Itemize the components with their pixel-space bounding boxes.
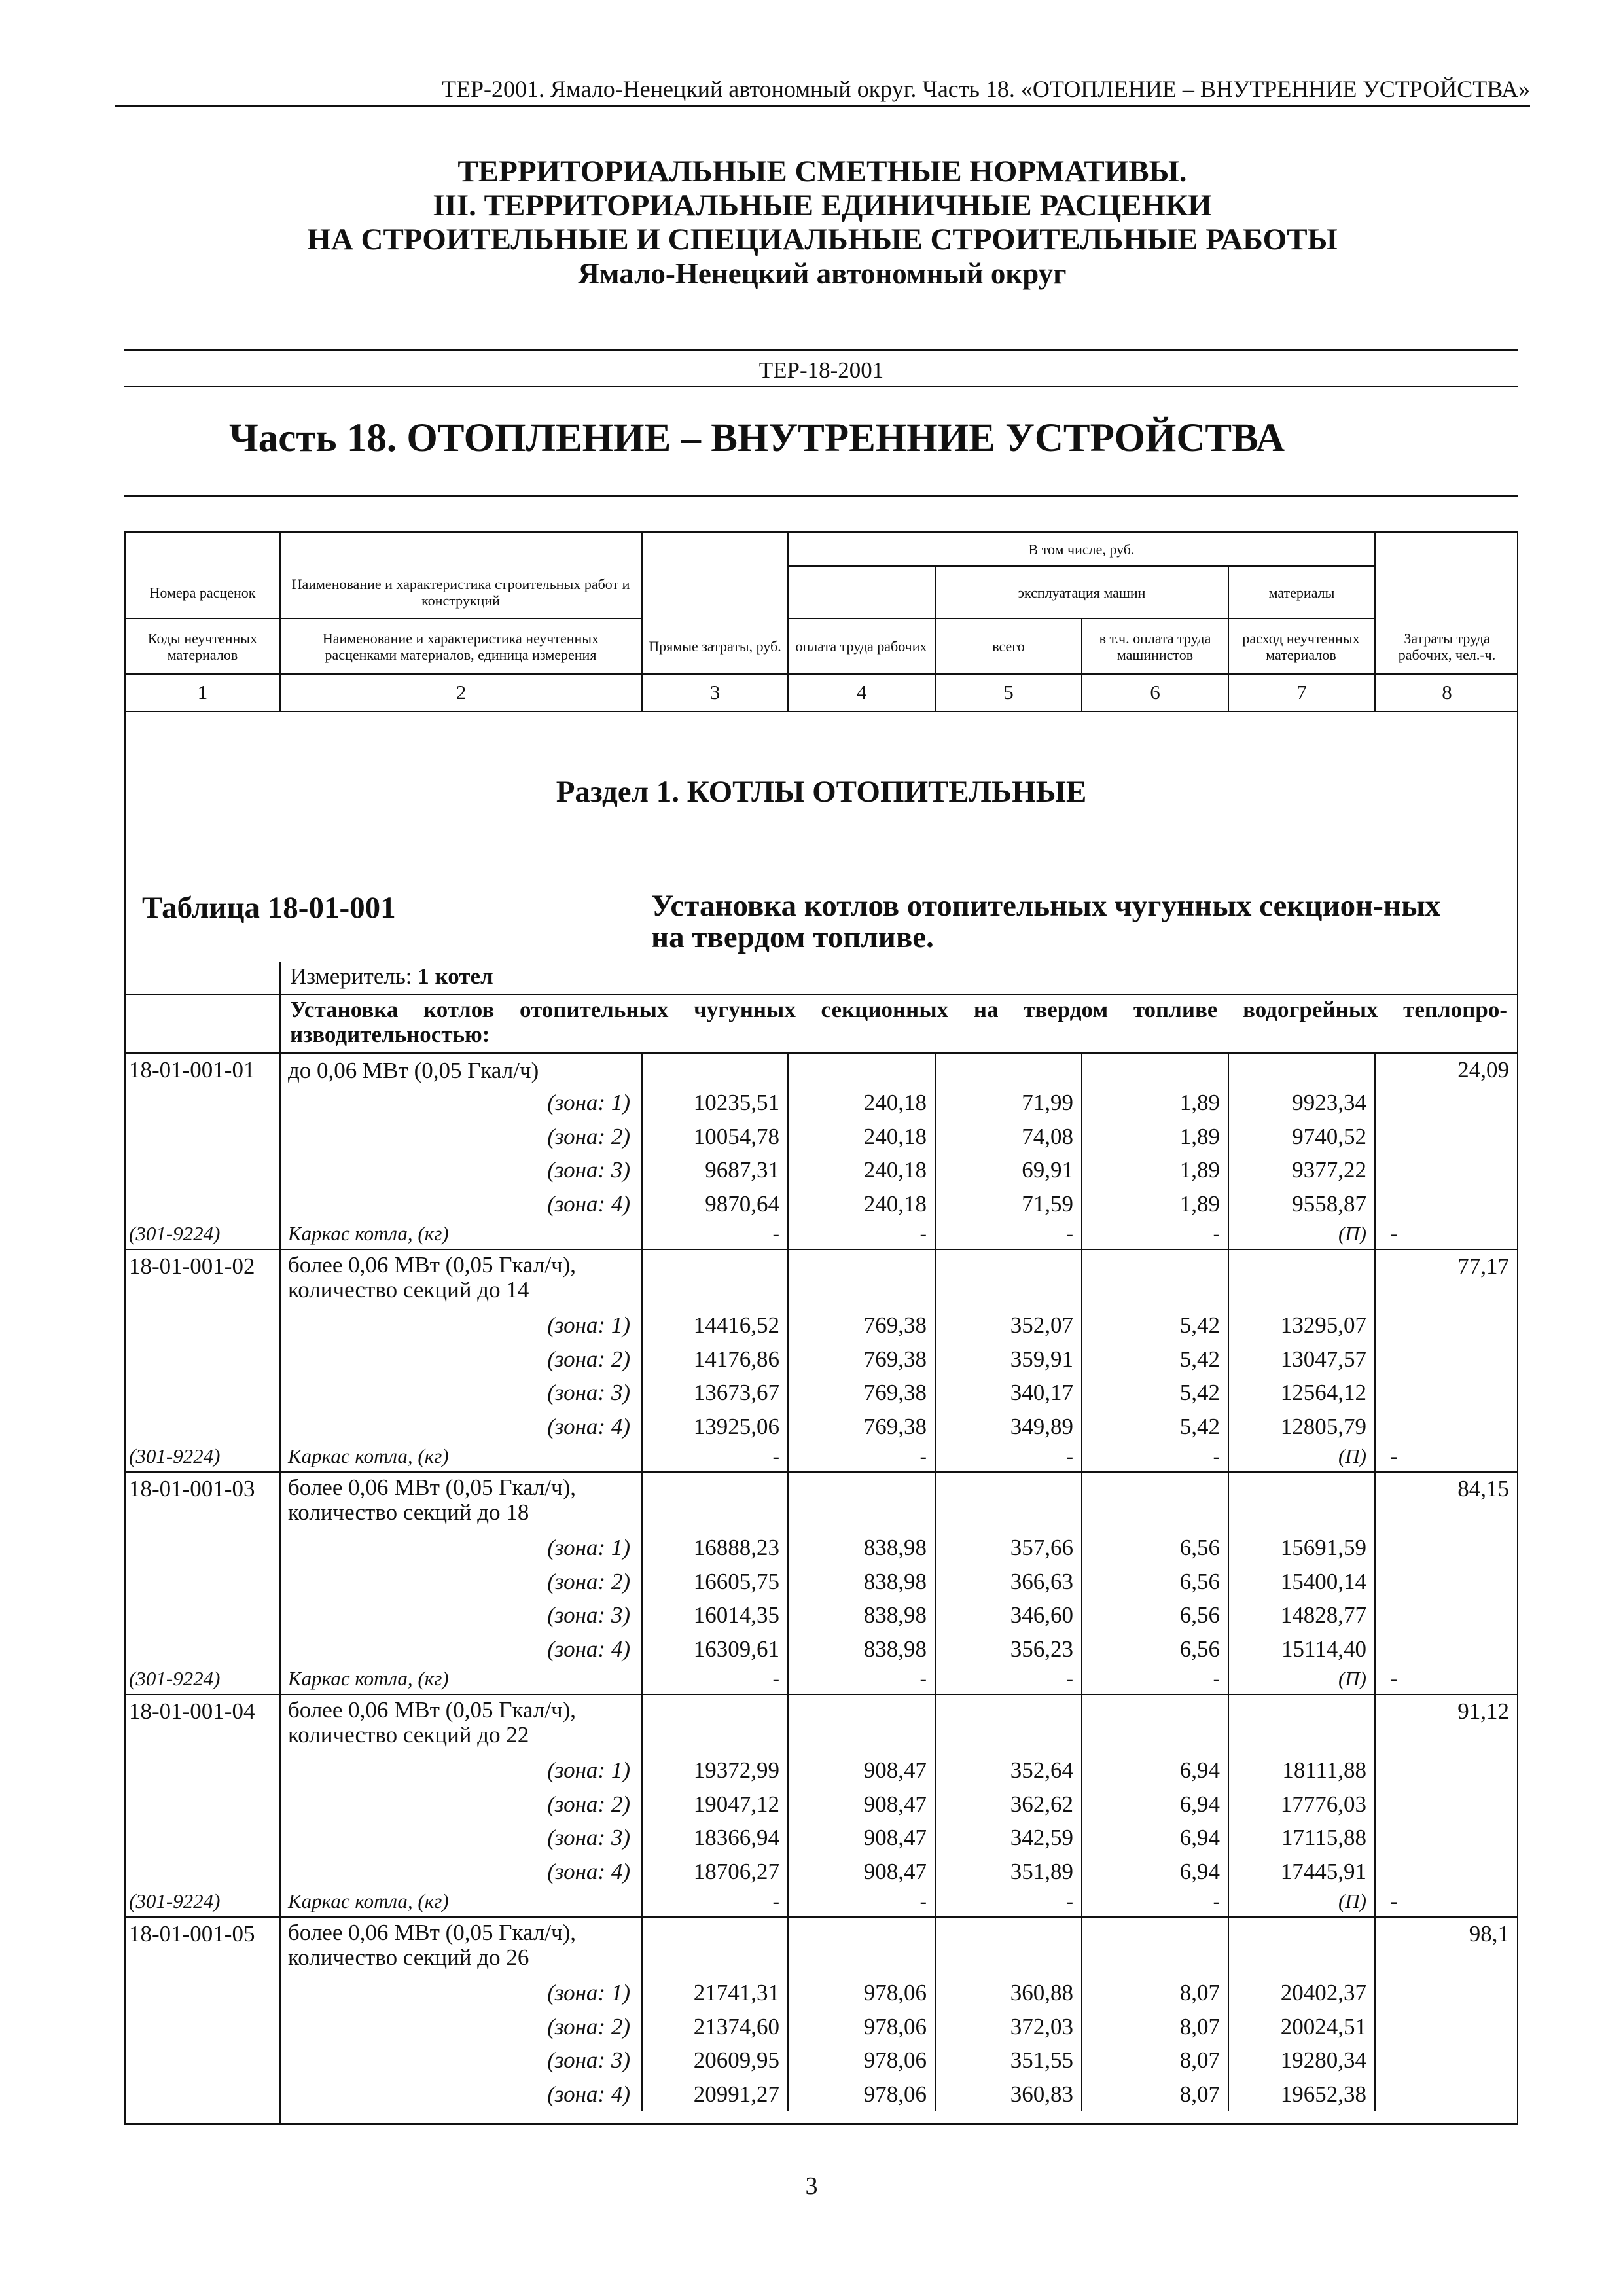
document-title [115, 154, 1530, 291]
row-vline [1374, 1916, 1376, 2111]
direct-cost: 21741,31 [693, 1980, 779, 2005]
row-vline [1228, 1694, 1229, 1916]
materials-cost: 9923,34 [1292, 1090, 1366, 1115]
row-vline [1228, 1916, 1229, 2111]
operators-cost: 1,89 [1179, 1123, 1220, 1149]
materials-cost: 15400,14 [1280, 1568, 1366, 1594]
title-line-1: ТЕРРИТОРИАЛЬНЫЕ СМЕТНЫЕ НОРМАТИВЫ. [457, 154, 1187, 188]
header-col2-top: Наименование и характеристика строительных работ и конструкций [291, 576, 630, 609]
wages-cost: 240,18 [863, 1157, 927, 1183]
material-machines: - [1066, 1222, 1073, 1245]
material-machines: - [1066, 1667, 1073, 1690]
operators-cost: 6,94 [1179, 1825, 1220, 1850]
wages-cost: 978,06 [863, 2081, 927, 2107]
title-line-3: НА СТРОИТЕЛЬНЫЕ И СПЕЦИАЛЬНЫЕ СТРОИТЕЛЬНЫЕ РАБОТЫ [307, 223, 1338, 257]
row-vline [641, 1694, 643, 1916]
zone-label: (зона: 1) [547, 1980, 630, 2005]
row-vline [1081, 1916, 1082, 2111]
operators-cost: 8,07 [1179, 2047, 1220, 2073]
direct-cost: 14176,86 [693, 1346, 779, 1372]
material-name: Каркас котла, (кг) [288, 1222, 449, 1245]
direct-cost: 16888,23 [693, 1535, 779, 1560]
machines-cost: 356,23 [1010, 1636, 1073, 1662]
rate-description: до 0,06 МВт (0,05 Гкал/ч) [288, 1058, 539, 1083]
rate-code: 18-01-001-02 [129, 1253, 255, 1279]
operators-cost: 6,56 [1179, 1535, 1220, 1560]
direct-cost: 18706,27 [693, 1858, 779, 1884]
wages-cost: 240,18 [863, 1191, 927, 1217]
material-materials: (П) [1338, 1890, 1366, 1912]
material-materials: (П) [1338, 1444, 1366, 1467]
direct-cost: 20609,95 [693, 2047, 779, 2073]
material-materials: (П) [1338, 1667, 1366, 1690]
row-vline [1081, 1694, 1082, 1916]
row-vline [787, 1694, 789, 1916]
machines-cost: 352,07 [1010, 1312, 1073, 1338]
machines-cost: 346,60 [1010, 1602, 1073, 1628]
rate-description: более 0,06 МВт (0,05 Гкал/ч), количество секций до 26 [288, 1920, 577, 1970]
material-labor: - [1390, 1888, 1398, 1914]
zone-label: (зона: 2) [547, 1346, 630, 1372]
wages-cost: 978,06 [863, 1980, 927, 2005]
direct-cost: 9687,31 [705, 1157, 779, 1183]
direct-cost: 18366,94 [693, 1825, 779, 1850]
row-vline [787, 1052, 789, 1249]
column-number: 5 [1003, 681, 1014, 704]
materials-cost: 13047,57 [1280, 1346, 1366, 1372]
row-vline [1374, 1249, 1376, 1471]
operators-cost: 6,94 [1179, 1791, 1220, 1817]
operators-cost: 8,07 [1179, 2081, 1220, 2107]
table-caption: Установка котлов отопительных чугунных секцион-ных на твердом топливе. [651, 889, 1441, 954]
colnum-bottom-line [124, 711, 1518, 712]
wages-cost: 769,38 [863, 1380, 927, 1405]
zone-label: (зона: 4) [547, 1413, 630, 1439]
column-number: 2 [455, 681, 467, 704]
direct-cost: 19047,12 [693, 1791, 779, 1817]
caption-rule [124, 994, 1518, 995]
machines-cost: 360,83 [1010, 2081, 1073, 2107]
materials-cost: 12805,79 [1280, 1413, 1366, 1439]
section-title: Раздел 1. КОТЛЫ ОТОПИТЕЛЬНЫЕ [556, 775, 1087, 809]
zone-label: (зона: 3) [547, 1825, 630, 1850]
row-vline [1228, 1052, 1229, 1249]
material-direct: - [772, 1444, 779, 1467]
column-number: 3 [709, 681, 721, 704]
machines-cost: 359,91 [1010, 1346, 1073, 1372]
measure-label: Измеритель: [290, 963, 412, 989]
header-col7: расход неучтенных материалов [1242, 630, 1360, 663]
column-number: 6 [1150, 681, 1160, 704]
material-wages: - [919, 1667, 927, 1690]
row-vline [935, 1052, 936, 1249]
direct-cost: 13673,67 [693, 1380, 779, 1405]
materials-cost: 19652,38 [1280, 2081, 1366, 2107]
row-separator [124, 1694, 1518, 1695]
operators-cost: 8,07 [1179, 1980, 1220, 2005]
materials-cost: 18111,88 [1282, 1757, 1366, 1783]
row-separator [124, 1249, 1518, 1250]
row-vline [1081, 1052, 1082, 1249]
materials-cost: 20024,51 [1280, 2013, 1366, 2039]
title-line-2: III. ТЕРРИТОРИАЛЬНЫЕ ЕДИНИЧНЫЕ РАСЦЕНКИ [433, 188, 1212, 223]
material-direct: - [772, 1667, 779, 1690]
code-top-rule [124, 349, 1518, 351]
row-vline [1374, 1694, 1376, 1916]
zone-label: (зона: 2) [547, 1568, 630, 1594]
header-col2-bottom: Наименование и характеристика неучтенных расценками материалов, единица измерения [322, 630, 599, 663]
material-code: (301-9224) [129, 1667, 221, 1690]
material-code: (301-9224) [129, 1222, 221, 1245]
row-vline [641, 1916, 643, 2111]
machines-cost: 362,62 [1010, 1791, 1073, 1817]
zone-label: (зона: 1) [547, 1312, 630, 1338]
direct-cost: 9870,64 [705, 1191, 779, 1217]
operators-cost: 1,89 [1179, 1090, 1220, 1115]
operators-cost: 5,42 [1179, 1346, 1220, 1372]
header-bottom-line [124, 673, 1518, 675]
document-code: ТЕР-18-2001 [758, 357, 884, 383]
zone-label: (зона: 3) [547, 2047, 630, 2073]
machines-cost: 71,59 [1022, 1191, 1073, 1217]
header-col3: Прямые затраты, руб. [649, 638, 781, 655]
rate-description: более 0,06 МВт (0,05 Гкал/ч), количество секций до 18 [288, 1475, 577, 1525]
header-materials: материалы [1268, 584, 1335, 601]
zone-label: (зона: 1) [547, 1535, 630, 1560]
material-name: Каркас котла, (кг) [288, 1667, 449, 1690]
materials-cost: 9558,87 [1292, 1191, 1366, 1217]
header-col1-bottom: Коды неучтенных материалов [147, 630, 258, 663]
direct-cost: 10054,78 [693, 1123, 779, 1149]
row-vline [641, 1052, 643, 1249]
zone-label: (зона: 3) [547, 1380, 630, 1405]
wages-cost: 908,47 [863, 1825, 927, 1850]
labor-cost: 91,12 [1457, 1698, 1509, 1724]
wages-cost: 908,47 [863, 1757, 927, 1783]
zone-label: (зона: 4) [547, 1858, 630, 1884]
machines-cost: 360,88 [1010, 1980, 1073, 2005]
wages-cost: 240,18 [863, 1090, 927, 1115]
material-direct: - [772, 1890, 779, 1912]
measure-value: 1 котел [418, 963, 493, 989]
materials-cost: 15114,40 [1281, 1636, 1366, 1662]
zone-label: (зона: 3) [547, 1157, 630, 1183]
direct-cost: 16014,35 [693, 1602, 779, 1628]
title-line-4: Ямало-Ненецкий автономный округ [578, 257, 1067, 290]
direct-cost: 10235,51 [693, 1090, 779, 1115]
direct-cost: 14416,52 [693, 1312, 779, 1338]
material-name: Каркас котла, (кг) [288, 1890, 449, 1912]
zone-label: (зона: 3) [547, 1602, 630, 1628]
operators-cost: 1,89 [1179, 1191, 1220, 1217]
operators-cost: 1,89 [1179, 1157, 1220, 1183]
machines-cost: 366,63 [1010, 1568, 1073, 1594]
wages-cost: 978,06 [863, 2047, 927, 2073]
material-wages: - [919, 1444, 927, 1467]
row-vline [1374, 1052, 1376, 1249]
zone-label: (зона: 4) [547, 1191, 630, 1217]
rate-description: более 0,06 МВт (0,05 Гкал/ч), количество секций до 22 [288, 1697, 577, 1748]
rate-code: 18-01-001-01 [129, 1057, 255, 1083]
header-mid-line-left [124, 618, 641, 619]
zone-label: (зона: 1) [547, 1757, 630, 1783]
row-vline [787, 1249, 789, 1471]
wages-cost: 838,98 [863, 1636, 927, 1662]
machines-cost: 352,64 [1010, 1757, 1073, 1783]
wages-cost: 838,98 [863, 1535, 927, 1560]
labor-cost: 77,17 [1457, 1253, 1509, 1279]
rate-code: 18-01-001-05 [129, 1921, 255, 1946]
machines-cost: 349,89 [1010, 1413, 1073, 1439]
row-vline [935, 1249, 936, 1471]
labor-cost: 84,15 [1457, 1476, 1509, 1501]
rate-description: более 0,06 МВт (0,05 Гкал/ч), количество секций до 14 [288, 1252, 577, 1302]
material-name: Каркас котла, (кг) [288, 1444, 449, 1467]
wages-cost: 838,98 [863, 1568, 927, 1594]
row-separator [124, 1471, 1518, 1473]
row-vline [1081, 1249, 1082, 1471]
header-col8: Затраты труда рабочих, чел.-ч. [1398, 630, 1496, 663]
operators-cost: 6,56 [1179, 1568, 1220, 1594]
machines-cost: 342,59 [1010, 1825, 1073, 1850]
column-number: 1 [197, 681, 208, 704]
wages-cost: 769,38 [863, 1413, 927, 1439]
operators-cost: 8,07 [1179, 2013, 1220, 2039]
measure-unit [290, 962, 493, 991]
materials-cost: 15691,59 [1280, 1535, 1366, 1560]
materials-cost: 13295,07 [1280, 1312, 1366, 1338]
direct-cost: 16605,75 [693, 1568, 779, 1594]
code-bottom-rule [124, 386, 1518, 387]
machines-cost: 357,66 [1010, 1535, 1073, 1560]
part-title: Часть 18. ОТОПЛЕНИЕ – ВНУТРЕННИЕ УСТРОЙСТВА [229, 416, 1285, 460]
labor-cost: 24,09 [1457, 1057, 1509, 1083]
row-vline [1228, 1471, 1229, 1694]
operators-cost: 5,42 [1179, 1380, 1220, 1405]
material-operators: - [1213, 1890, 1220, 1912]
zone-label: (зона: 1) [547, 1090, 630, 1115]
column-number: 4 [856, 681, 867, 704]
wages-cost: 769,38 [863, 1346, 927, 1372]
zone-label: (зона: 2) [547, 1123, 630, 1149]
materials-cost: 17115,88 [1281, 1825, 1366, 1850]
materials-cost: 19280,34 [1280, 2047, 1366, 2073]
operators-cost: 5,42 [1179, 1312, 1220, 1338]
row-vline [935, 1471, 936, 1694]
material-code: (301-9224) [129, 1444, 221, 1467]
part-title-rule [124, 495, 1518, 497]
wages-cost: 769,38 [863, 1312, 927, 1338]
material-machines: - [1066, 1890, 1073, 1912]
body-vline-code [279, 962, 281, 2125]
machines-cost: 351,89 [1010, 1858, 1073, 1884]
header-machines: эксплуатация машин [1018, 584, 1146, 601]
machines-cost: 351,55 [1010, 2047, 1073, 2073]
material-operators: - [1213, 1222, 1220, 1245]
machines-cost: 71,99 [1022, 1090, 1073, 1115]
zone-label: (зона: 2) [547, 2013, 630, 2039]
row-vline [1228, 1249, 1229, 1471]
material-labor: - [1390, 1443, 1398, 1469]
machines-cost: 74,08 [1022, 1123, 1073, 1149]
page-number: 3 [805, 2172, 818, 2200]
zone-label: (зона: 4) [547, 2081, 630, 2107]
material-code: (301-9224) [129, 1890, 221, 1912]
header-col1-top: Номера расценок [149, 584, 256, 601]
material-materials: (П) [1338, 1222, 1366, 1245]
material-wages: - [919, 1890, 927, 1912]
material-direct: - [772, 1222, 779, 1245]
direct-cost: 20991,27 [693, 2081, 779, 2107]
material-labor: - [1390, 1666, 1398, 1691]
materials-cost: 17445,91 [1280, 1858, 1366, 1884]
direct-cost: 16309,61 [693, 1636, 779, 1662]
machines-cost: 340,17 [1010, 1380, 1073, 1405]
column-number: 8 [1442, 681, 1452, 704]
wages-cost: 908,47 [863, 1791, 927, 1817]
header-col5: всего [992, 638, 1025, 655]
wages-cost: 240,18 [863, 1123, 927, 1149]
materials-cost: 14828,77 [1280, 1602, 1366, 1628]
machines-cost: 69,91 [1022, 1157, 1073, 1183]
material-operators: - [1213, 1667, 1220, 1690]
material-labor: - [1390, 1221, 1398, 1246]
direct-cost: 13925,06 [693, 1413, 779, 1439]
row-vline [641, 1471, 643, 1694]
group-caption: Установка котлов отопительных чугунных секционных на твердом топливе водогрейных теплопро-изводительностью: [290, 997, 1507, 1047]
materials-cost: 17776,03 [1280, 1791, 1366, 1817]
zone-label: (зона: 2) [547, 1791, 630, 1817]
operators-cost: 6,94 [1179, 1858, 1220, 1884]
wages-cost: 978,06 [863, 2013, 927, 2039]
zone-label: (зона: 4) [547, 1636, 630, 1662]
rate-code: 18-01-001-04 [129, 1698, 255, 1724]
materials-cost: 9377,22 [1292, 1157, 1366, 1183]
group-caption-rule [124, 1052, 1518, 1054]
wages-cost: 838,98 [863, 1602, 927, 1628]
wages-cost: 908,47 [863, 1858, 927, 1884]
material-wages: - [919, 1222, 927, 1245]
row-vline [1081, 1471, 1082, 1694]
machines-cost: 372,03 [1010, 2013, 1073, 2039]
table-label: Таблица 18-01-001 [142, 891, 396, 925]
header-col6: в т.ч. оплата труда машинистов [1099, 630, 1211, 663]
operators-cost: 6,56 [1179, 1636, 1220, 1662]
operators-cost: 6,94 [1179, 1757, 1220, 1783]
materials-cost: 9740,52 [1292, 1123, 1366, 1149]
material-machines: - [1066, 1444, 1073, 1467]
row-vline [935, 1916, 936, 2111]
operators-cost: 6,56 [1179, 1602, 1220, 1628]
row-vline [787, 1916, 789, 2111]
running-header: ТЕР-2001. Ямало-Ненецкий автономный округ. Часть 18. «ОТОПЛЕНИЕ – ВНУТРЕННИЕ УСТРОЙСТВА» [441, 76, 1530, 102]
header-rule [115, 105, 1530, 107]
row-separator [124, 1916, 1518, 1918]
row-vline [1374, 1471, 1376, 1694]
material-operators: - [1213, 1444, 1220, 1467]
row-vline [787, 1471, 789, 1694]
rate-code: 18-01-001-03 [129, 1476, 255, 1501]
row-vline [935, 1694, 936, 1916]
labor-cost: 98,1 [1469, 1921, 1509, 1946]
operators-cost: 5,42 [1179, 1413, 1220, 1439]
materials-cost: 20402,37 [1280, 1980, 1366, 2005]
row-vline [641, 1249, 643, 1471]
header-including: В том числе, руб. [1028, 541, 1135, 558]
direct-cost: 21374,60 [693, 2013, 779, 2039]
direct-cost: 19372,99 [693, 1757, 779, 1783]
column-number: 7 [1296, 681, 1307, 704]
header-col4: оплата труда рабочих [795, 638, 927, 655]
materials-cost: 12564,12 [1280, 1380, 1366, 1405]
